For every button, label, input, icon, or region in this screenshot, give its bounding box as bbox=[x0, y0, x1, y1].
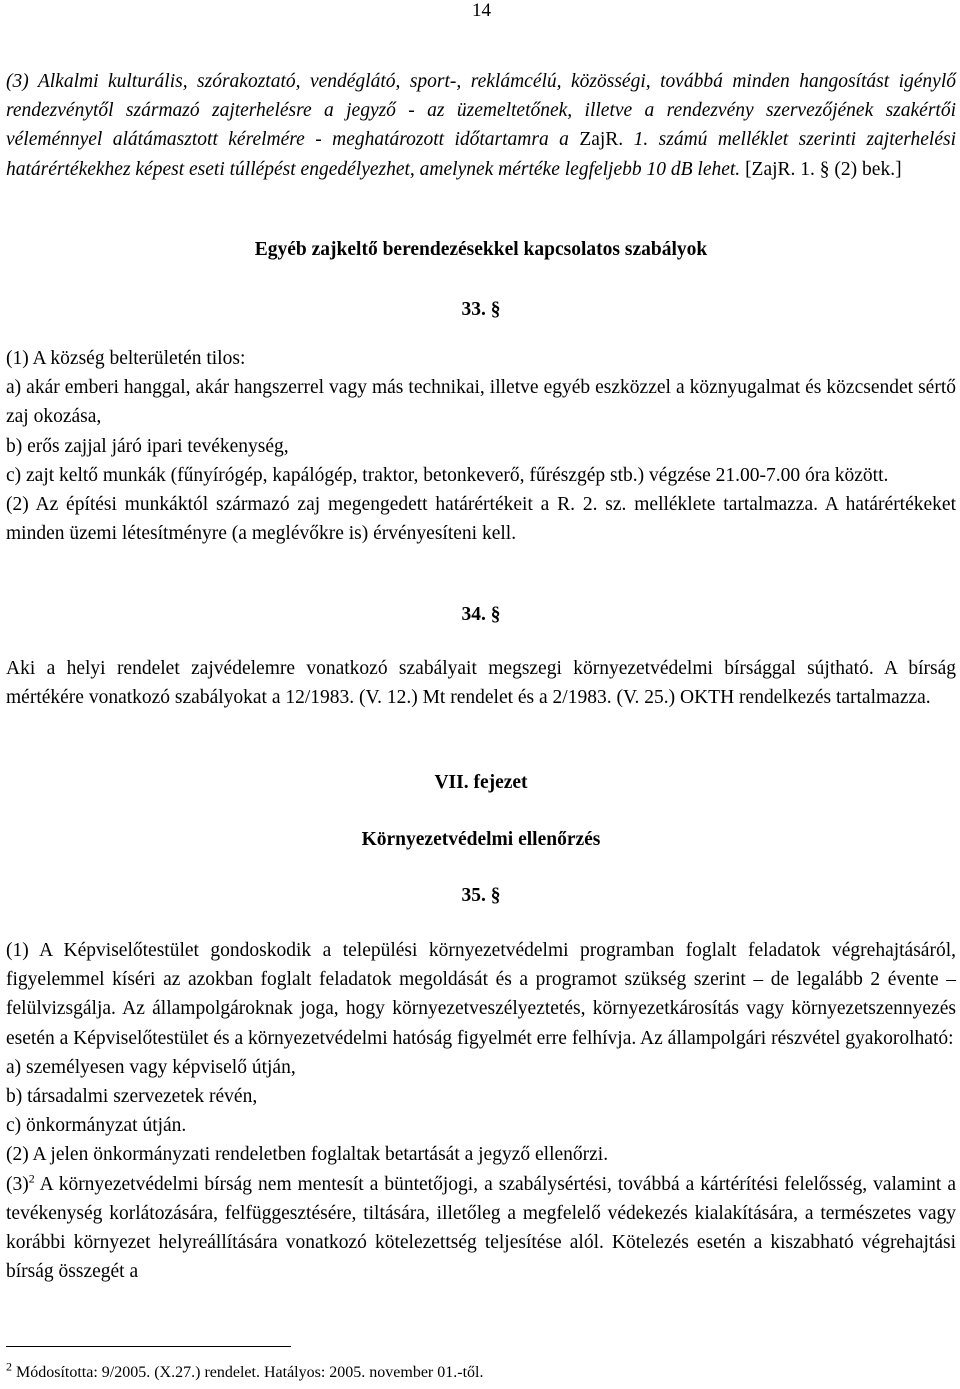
section-34-heading: 34. § bbox=[461, 604, 501, 625]
paragraph-3-ref: ZajR. bbox=[568, 129, 634, 151]
heading-noise-rules: Egyéb zajkeltő berendezésekkel kapcsolatos szabályok bbox=[254, 239, 708, 260]
section-35-body bbox=[6, 936, 956, 1286]
s35-item: c) önkormányzat útján. bbox=[6, 1115, 187, 1137]
s35-item: b) társadalmi szervezetek révén, bbox=[6, 1086, 258, 1108]
s33-line: a) akár emberi hanggal, akár hangszerrel vagy más technikai, illetve egyéb eszközzel a köznyugalmat és közcsendet sértő zaj okozása, bbox=[6, 377, 956, 428]
s35-item: (2) A jelen önkormányzati rendeletben foglaltak betartását a jegyző ellenőrzi. bbox=[6, 1144, 609, 1166]
s33-line: c) zajt keltő munkák (fűnyírógép, kapálógép, traktor, betonkeverő, fűrészgép stb.) végzése 21.00-7.00 óra között. bbox=[6, 464, 889, 486]
s35-paragraph-1: (1) A Képviselőtestület gondoskodik a települési környezetvédelmi programban foglalt feladatok végrehajtásáról, figyelemmel kíséri az azokban foglalt feladatok megoldását és a programot szükség szerint – de legalább 2 évente – felülvizsgálja. Az állampolgároknak joga, hogy környezetveszélyeztetés, környezetkárosítás vagy környezetszennyezés esetén a Képviselőtestület és a környezetvédelmi hatóság figyelmét erre felhívja. Az állampolgári részvétel gyakorolható: bbox=[6, 940, 956, 1049]
page-number: 14 bbox=[472, 0, 491, 21]
s35-item: a) személyesen vagy képviselő útján, bbox=[6, 1056, 296, 1078]
chapter-number: VII. fejezet bbox=[434, 772, 528, 793]
footnote bbox=[6, 1359, 484, 1383]
s34-text: Aki a helyi rendelet zajvédelemre vonatkozó szabályait megszegi környezetvédelmi bírsággal sújtható. A bírság mértékére vonatkozó szabályokat a 12/1983. (V. 12.) Mt rendelet és a 2/1983. (V. 25.) OKTH rendelkezés tartalmazza. bbox=[6, 658, 956, 709]
s35-paragraph-3-text: A környezetvédelmi bírság nem mentesít a büntetőjogi, a szabálysértési, továbbá a kártérítési felelősség, valamint a tevékenység korlátozására, felfüggesztésére, tiltására, illetőleg a megfelelő védekezés kialakítására, a természetes vagy korábbi környezet helyreállítására vonatkozó kötelezettség teljesítése alól. Kötelezés esetén a kiszabható végrehajtási bírság összegét a bbox=[6, 1173, 956, 1283]
footnote-reference[interactable]: 2 bbox=[28, 1171, 35, 1186]
s33-line: (2) Az építési munkáktól származó zaj megengedett határértékeit a R. 2. sz. melléklete tartalmazza. A határértékeket minden üzemi létesítményre (a meglévőkre is) érvényesíteni kell. bbox=[6, 494, 956, 545]
chapter-title: Környezetvédelmi ellenőrzés bbox=[361, 829, 601, 850]
section-35-heading: 35. § bbox=[461, 885, 501, 906]
section-33-heading: 33. § bbox=[461, 299, 501, 320]
footnote-divider bbox=[6, 1346, 291, 1347]
paragraph-3 bbox=[6, 67, 956, 184]
section-33-body bbox=[6, 344, 956, 548]
footnote-mark: 2 bbox=[6, 1359, 12, 1374]
s33-line: (1) A község belterületén tilos: bbox=[6, 348, 246, 369]
paragraph-3-italic-2: 1. számú melléklet szerinti zajterhelési határértékekhez képest eseti túllépést engedélyezhet, amelynek mértéke legfeljebb 10 dB lehet. bbox=[6, 129, 957, 180]
s35-paragraph-3 bbox=[6, 1170, 956, 1287]
paragraph-3-citation: [ZajR. 1. § (2) bek.] bbox=[740, 158, 902, 180]
s33-line: b) erős zajjal járó ipari tevékenység, bbox=[6, 435, 289, 457]
section-34-body bbox=[6, 654, 956, 712]
s35-paragraph-3-prefix: (3) bbox=[6, 1173, 29, 1195]
footnote-text: Módosította: 9/2005. (X.27.) rendelet. Hatályos: 2005. november 01.-től. bbox=[12, 1364, 484, 1381]
paragraph-3-italic: (3) Alkalmi kulturális, szórakoztató, vendéglátó, sport-, reklámcélú, közösségi, továbbá minden hangosítást igénylő rendezvénytől származó zajterhelésre a jegyző - az üzemeltetőnek, illetve a rendezvény szervezőjének szakértői véleménnyel alátámasztott kérelmére - meghatározott időtartamra a bbox=[6, 71, 956, 151]
